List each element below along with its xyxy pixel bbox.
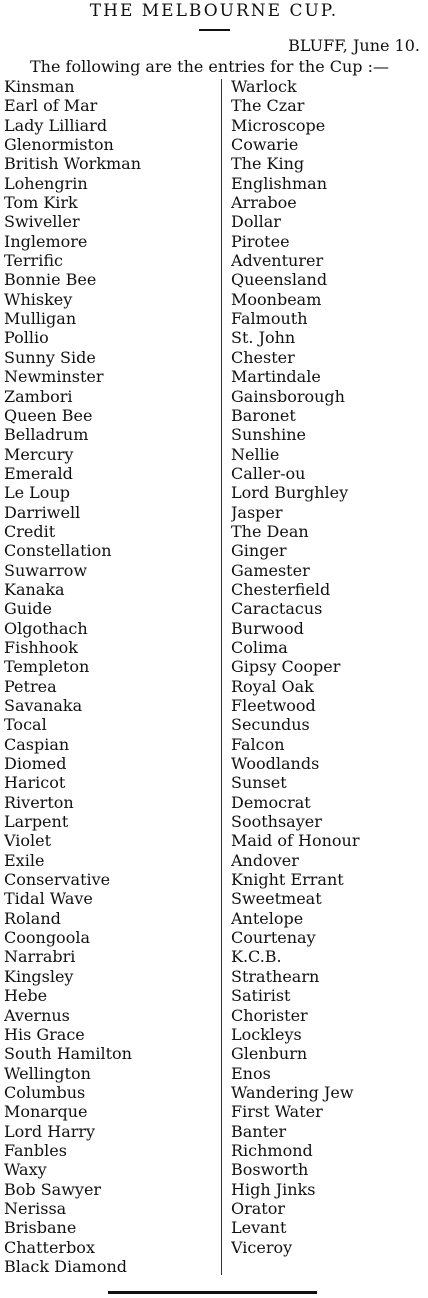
list-item: Haricot (4, 773, 66, 793)
list-item: Richmond (231, 1140, 313, 1160)
list-item: Lockleys (231, 1024, 302, 1044)
list-item: Kanaka (4, 579, 65, 599)
list-item: Chester (231, 347, 295, 367)
list-item: Colima (231, 637, 288, 657)
list-item: Emerald (4, 463, 73, 483)
list-item: Enos (231, 1063, 271, 1083)
list-item: Fleetwood (231, 696, 316, 715)
list-item: Olgothach (4, 618, 88, 638)
dateline: BLUFF, June 10. (288, 36, 420, 55)
list-item: Viceroy (231, 1237, 293, 1257)
list-item: Exile (4, 850, 45, 870)
list-item: Baronet (231, 405, 296, 425)
bottom-rule (108, 1291, 317, 1294)
list-item: Earl of Mar (4, 96, 98, 116)
list-item: Satirist (231, 986, 291, 1006)
list-item: Suwarrow (4, 560, 88, 580)
list-item: Petrea (4, 676, 57, 696)
list-item: Bosworth (231, 1160, 309, 1180)
list-item: Queen Bee (4, 405, 93, 425)
list-item: Waxy (4, 1160, 47, 1180)
list-item: Falmouth (231, 309, 308, 329)
list-item: Avernus (4, 1005, 70, 1025)
list-item: Chatterbox (4, 1237, 95, 1257)
list-item: Brisbane (4, 1218, 77, 1238)
list-item: Burwood (231, 618, 304, 638)
list-item: Savanaka (4, 696, 83, 715)
list-item: Martindale (231, 367, 321, 387)
list-item: Belladrum (4, 425, 89, 445)
list-item: K.C.B. (231, 947, 282, 967)
list-item: Nerissa (4, 1198, 67, 1218)
list-item: Glenormiston (4, 135, 114, 155)
list-item: Caractacus (231, 599, 323, 619)
list-item: Soothsayer (231, 812, 322, 832)
list-item: Orator (231, 1198, 286, 1218)
list-item: Falcon (231, 734, 285, 754)
list-item: Levant (231, 1218, 287, 1238)
list-item: Maid of Honour (231, 831, 360, 851)
list-item: Mercury (4, 444, 74, 464)
entries-right-column (231, 77, 427, 1257)
list-item: Kingsley (4, 966, 74, 986)
list-item: Fishhook (4, 637, 78, 657)
list-item: Lord Harry (4, 1121, 96, 1141)
list-item: Mulligan (4, 309, 77, 329)
list-item: Secundus (231, 715, 310, 735)
list-item: Lady Lilliard (4, 115, 108, 135)
list-item: Warlock (231, 77, 297, 96)
list-item: Diomed (4, 754, 67, 774)
list-item: Arraboe (231, 193, 297, 213)
list-item: Democrat (231, 792, 311, 812)
list-item: The Dean (231, 521, 309, 541)
list-item: High Jinks (231, 1179, 316, 1199)
list-item: Terrific (4, 251, 63, 271)
page-title: THE MELBOURNE CUP. (89, 1, 339, 21)
list-item: Gamester (231, 560, 310, 580)
list-item: Kinsman (4, 77, 75, 96)
list-item: Antelope (231, 908, 304, 928)
list-item: Gipsy Cooper (231, 657, 341, 677)
list-item: Queensland (231, 270, 328, 290)
list-item: Bonnie Bee (4, 270, 97, 290)
intro-text: The following are the entries for the Cup :— (30, 57, 390, 76)
list-item: Adventurer (231, 251, 324, 271)
list-item: Knight Errant (231, 870, 344, 890)
list-item: Templeton (4, 657, 90, 677)
list-item: Violet (4, 831, 52, 851)
title-rule (199, 29, 230, 31)
list-item: Whiskey (4, 289, 73, 309)
list-item: Conservative (4, 870, 111, 890)
list-item: Caspian (4, 734, 70, 754)
list-item: Lohengrin (4, 173, 88, 193)
list-item: Darriwell (4, 502, 81, 522)
list-item: Credit (4, 521, 56, 541)
list-item: Chorister (231, 1005, 308, 1025)
list-item: Wandering Jew (231, 1082, 354, 1102)
list-item: Tom Kirk (4, 193, 78, 213)
list-item: Larpent (4, 812, 69, 832)
list-item: Woodlands (231, 754, 320, 774)
list-item: Constellation (4, 541, 112, 561)
list-item: Roland (4, 908, 61, 928)
list-item: Royal Oak (231, 676, 314, 696)
list-item: Le Loup (4, 483, 70, 503)
list-item: Lord Burghley (231, 483, 349, 503)
list-item: Chesterfield (231, 579, 331, 599)
list-item: Moonbeam (231, 289, 322, 309)
list-item: Sweetmeat (231, 889, 322, 909)
list-item: His Grace (4, 1024, 85, 1044)
list-item: Caller-ou (231, 463, 306, 483)
list-item: The King (231, 154, 305, 174)
list-item: Nellie (231, 444, 280, 464)
list-item: British Workman (4, 154, 142, 174)
list-item: Englishman (231, 173, 327, 193)
list-item: Swiveller (4, 212, 80, 232)
list-item: Coongoola (4, 928, 90, 948)
list-item: Inglemore (4, 231, 88, 251)
list-item: Zambori (4, 386, 73, 406)
list-item: Tidal Wave (4, 889, 93, 909)
list-item: Sunny Side (4, 347, 96, 367)
list-item: First Water (231, 1102, 323, 1122)
list-item: South Hamilton (4, 1044, 132, 1064)
entries-left-column (4, 77, 218, 1276)
list-item: Pollio (4, 328, 49, 348)
list-item: Newminster (4, 367, 104, 387)
list-item: Monarque (4, 1102, 88, 1122)
list-item: Wellington (4, 1063, 91, 1083)
list-item: Pirotee (231, 231, 290, 251)
list-item: Tocal (4, 715, 47, 735)
list-item: Columbus (4, 1082, 86, 1102)
column-divider (221, 79, 222, 1275)
list-item: Ginger (231, 541, 287, 561)
list-item: Guide (4, 599, 52, 619)
list-item: Sunset (231, 773, 287, 793)
list-item: Jasper (231, 502, 283, 522)
list-item: Glenburn (231, 1044, 308, 1064)
list-item: St. John (231, 328, 296, 348)
list-item: Hebe (4, 986, 48, 1006)
list-item: The Czar (231, 96, 305, 116)
list-item: Andover (231, 850, 299, 870)
list-item: Dollar (231, 212, 281, 232)
list-item: Courtenay (231, 928, 316, 948)
list-item: Black Diamond (4, 1256, 127, 1276)
list-item: Sunshine (231, 425, 306, 445)
list-item: Riverton (4, 792, 74, 812)
list-item: Banter (231, 1121, 287, 1141)
list-item: Strathearn (231, 966, 320, 986)
list-item: Cowarie (231, 135, 299, 155)
list-item: Fanbles (4, 1140, 67, 1160)
list-item: Narrabri (4, 947, 76, 967)
list-item: Gainsborough (231, 386, 345, 406)
list-item: Microscope (231, 115, 326, 135)
list-item: Bob Sawyer (4, 1179, 102, 1199)
